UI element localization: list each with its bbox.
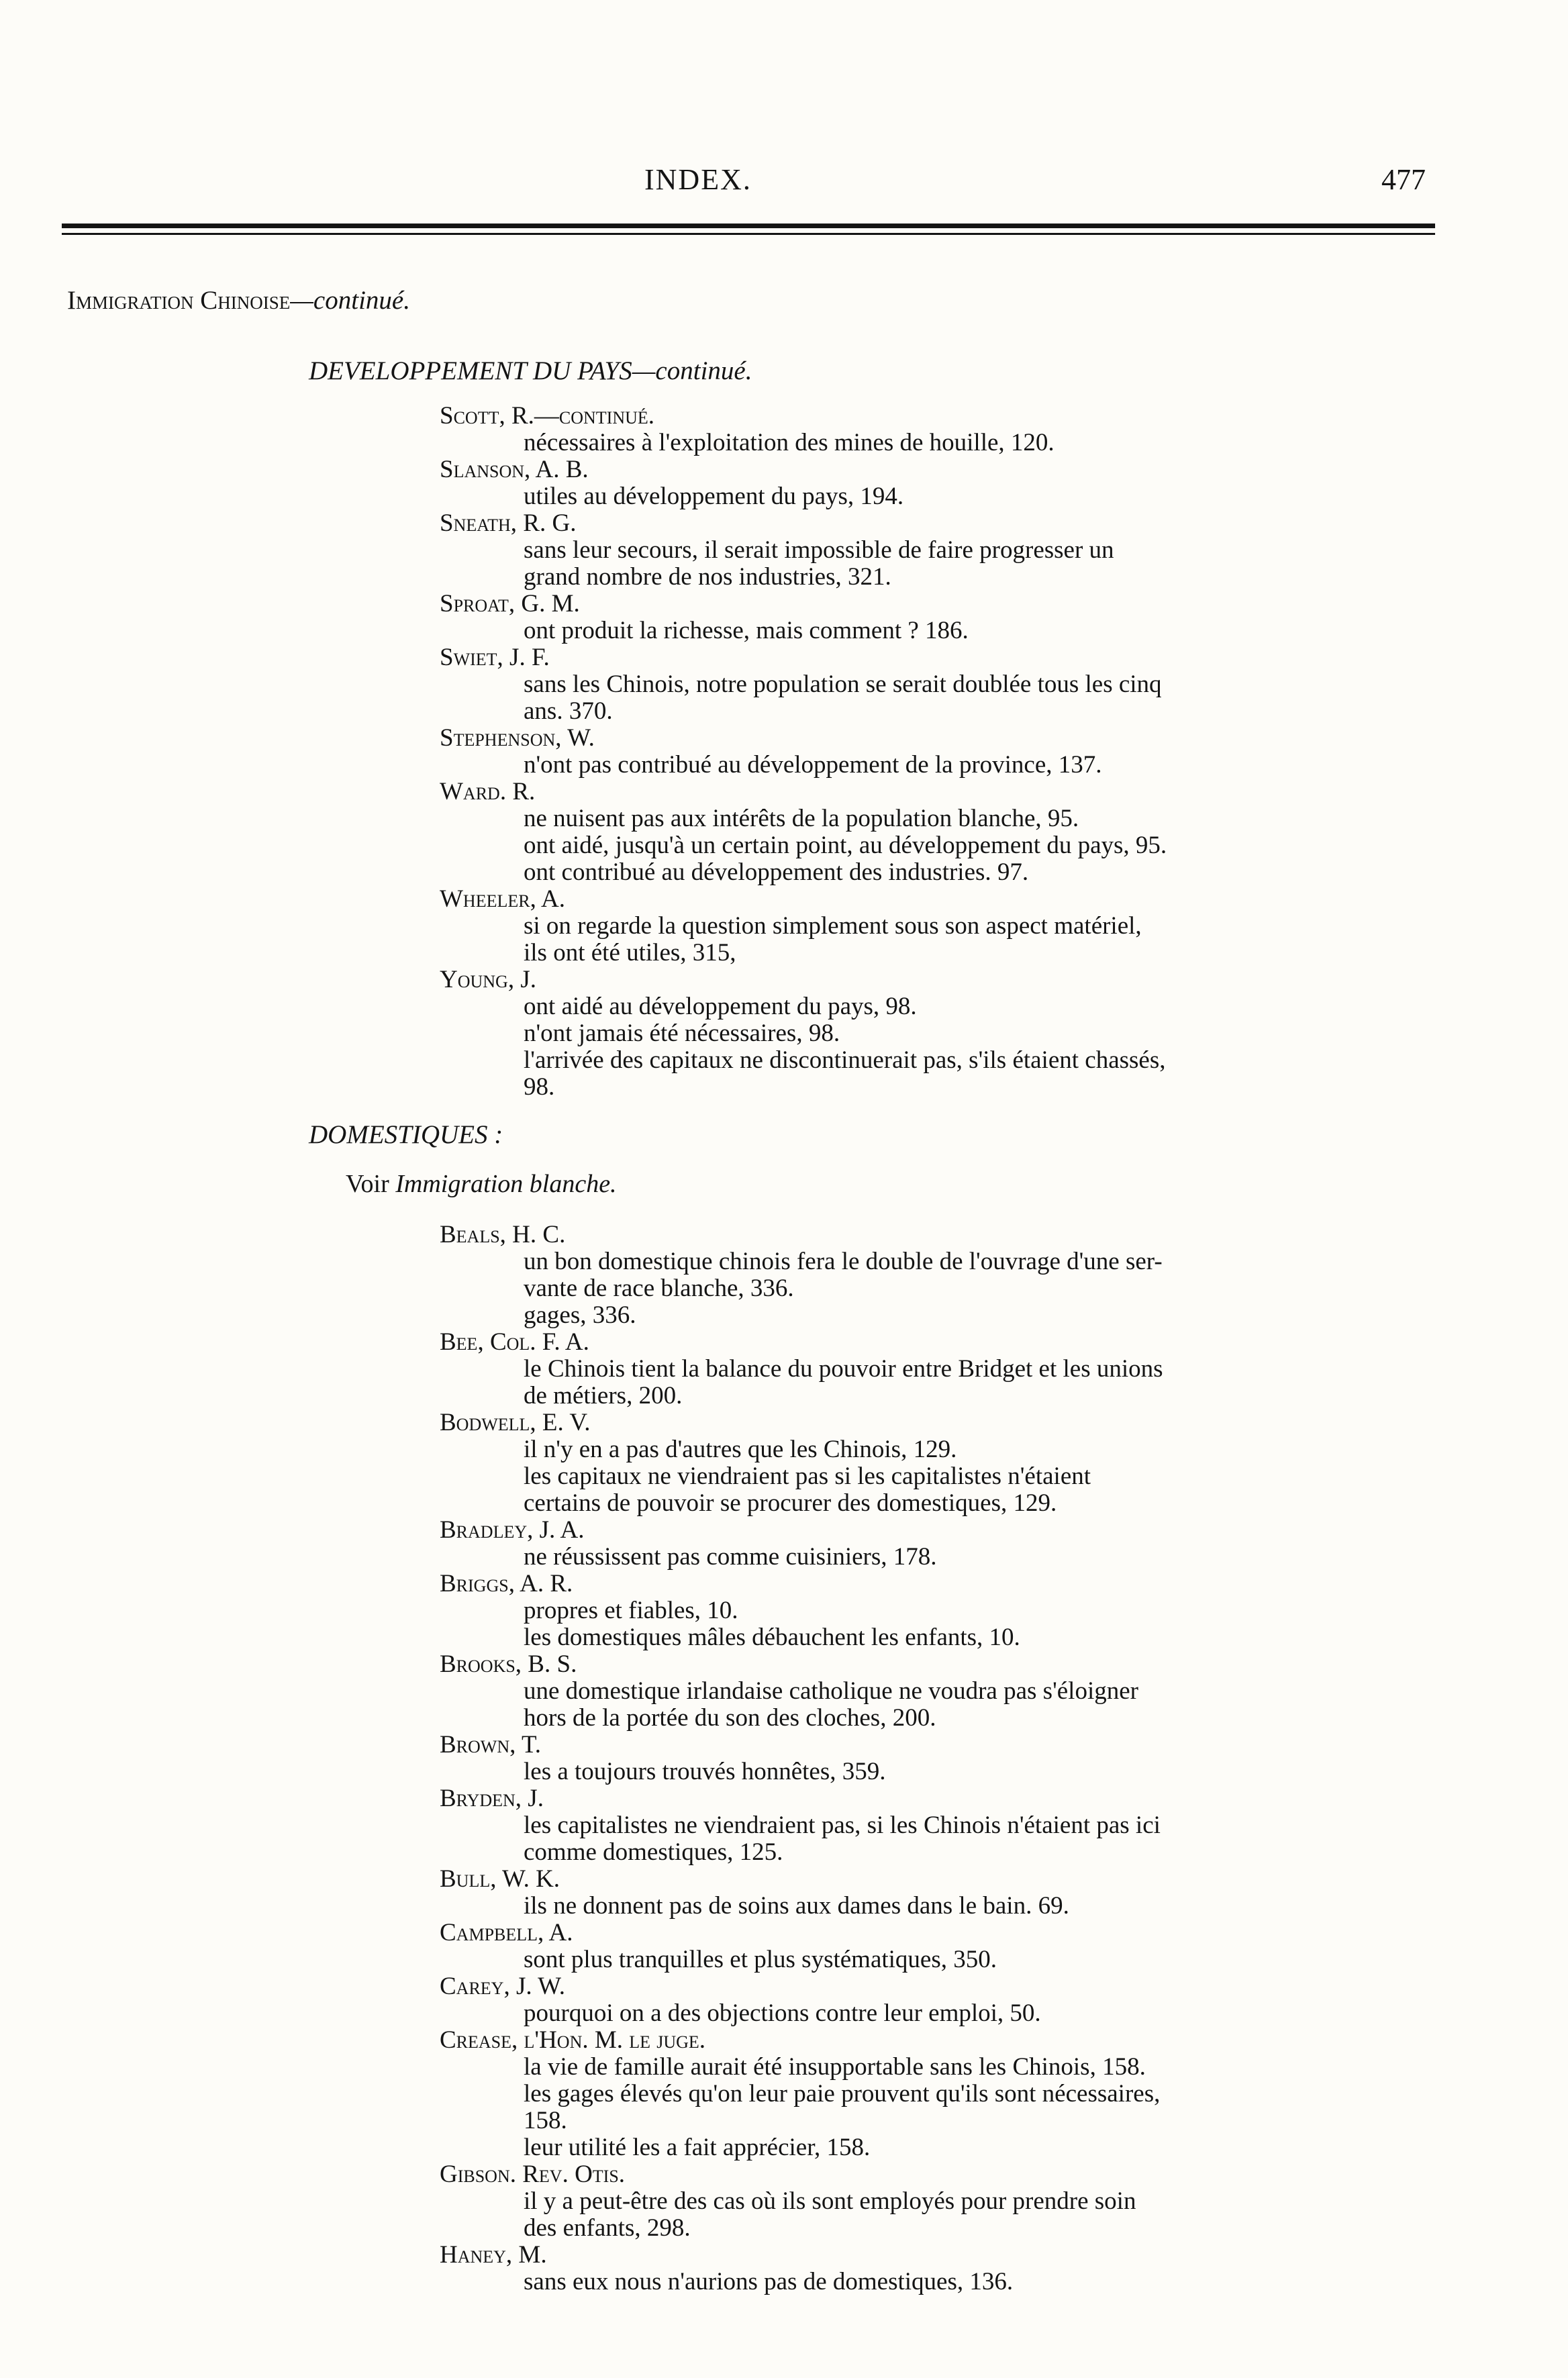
entry-name: Crease, l'Hon. M. le juge. xyxy=(440,2026,706,2054)
entry-line: ans. 370. xyxy=(524,697,613,725)
entry-name: Campbell, A. xyxy=(440,1919,573,1946)
index-entry xyxy=(440,1517,1433,1571)
entry-line: 98. xyxy=(524,1073,555,1101)
index-entry xyxy=(440,2161,1433,2242)
entry-line: les capitalistes ne viendraient pas, si les Chinois n'étaient pas ici xyxy=(524,1812,1161,1839)
entry-line: l'arrivée des capitaux ne discontinuerait pas, s'ils étaient chassés, xyxy=(524,1046,1166,1074)
main-heading-continued: —continué. xyxy=(290,286,410,315)
entry-line: ils ne donnent pas de soins aux dames dans le bain. 69. xyxy=(524,1892,1069,1920)
entry-name: Bryden, J. xyxy=(440,1785,544,1812)
section-domestiques-entries xyxy=(440,1222,1433,2295)
entry-line: n'ont jamais été nécessaires, 98. xyxy=(524,1020,840,1047)
header-rule-thick xyxy=(62,224,1435,228)
entry-name: Brooks, B. S. xyxy=(440,1650,577,1678)
entry-line: les a toujours trouvés honnêtes, 359. xyxy=(524,1758,886,1785)
entry-line: ont aidé au développement du pays, 98. xyxy=(524,993,917,1020)
entry-line: comme domestiques, 125. xyxy=(524,1838,783,1866)
section-heading-text: DOMESTIQUES : xyxy=(309,1120,503,1149)
entry-line: hors de la portée du son des cloches, 200. xyxy=(524,1704,936,1732)
entry-line: utiles au développement du pays, 194. xyxy=(524,483,904,510)
index-entry xyxy=(440,1973,1433,2027)
entry-name: Bodwell, E. V. xyxy=(440,1409,591,1436)
entry-line: ne réussissent pas comme cuisiniers, 178. xyxy=(524,1543,937,1571)
entry-line: ont contribué au développement des industries. 97. xyxy=(524,858,1029,886)
see-also-target: Immigration blanche. xyxy=(395,1170,617,1198)
entry-line: sans leur secours, il serait impossible de faire progresser un xyxy=(524,536,1114,564)
section-developpement-entries xyxy=(440,403,1433,1101)
index-entry xyxy=(440,1920,1433,1973)
index-entry xyxy=(440,456,1433,510)
entry-name: Young, J. xyxy=(440,966,536,993)
entry-name: Bradley, J. A. xyxy=(440,1516,585,1544)
main-heading-word: Immigration Chinoise xyxy=(67,286,291,315)
index-entry xyxy=(440,2027,1433,2161)
header-rule-thin xyxy=(62,233,1435,235)
index-entry xyxy=(440,886,1433,967)
main-heading xyxy=(67,285,410,315)
entry-line: n'ont pas contribué au développement de la province, 137. xyxy=(524,751,1102,779)
entry-name: Swiet, J. F. xyxy=(440,644,550,671)
index-entry xyxy=(440,591,1433,644)
entry-name: Sproat, G. M. xyxy=(440,590,580,617)
entry-name: Bull, W. K. xyxy=(440,1865,560,1893)
section-heading-continued: —continué. xyxy=(632,356,752,385)
entry-line: le Chinois tient la balance du pouvoir entre Bridget et les unions xyxy=(524,1355,1163,1383)
entry-line: 158. xyxy=(524,2107,567,2134)
index-entry xyxy=(440,967,1433,1101)
index-entry xyxy=(440,725,1433,779)
entry-name: Gibson. Rev. Otis. xyxy=(440,2161,626,2188)
page-header xyxy=(0,162,1568,203)
entry-line: ont aidé, jusqu'à un certain point, au développement du pays, 95. xyxy=(524,832,1167,859)
entry-line: les capitaux ne viendraient pas si les capitalistes n'étaient xyxy=(524,1463,1091,1490)
index-entry xyxy=(440,1651,1433,1732)
entry-line: il n'y en a pas d'autres que les Chinois, 129. xyxy=(524,1436,957,1463)
entry-line: sont plus tranquilles et plus systématiques, 350. xyxy=(524,1946,997,1973)
entry-name: Haney, M. xyxy=(440,2241,547,2269)
index-entry xyxy=(440,644,1433,725)
index-entry xyxy=(440,1571,1433,1651)
entry-line: une domestique irlandaise catholique ne voudra pas s'éloigner xyxy=(524,1677,1138,1705)
entry-line: ne nuisent pas aux intérêts de la population blanche, 95. xyxy=(524,805,1079,832)
entry-line: il y a peut-être des cas où ils sont employés pour prendre soin xyxy=(524,2187,1136,2215)
index-entry xyxy=(440,2242,1433,2295)
entry-line: des enfants, 298. xyxy=(524,2214,691,2242)
entry-name: Wheeler, A. xyxy=(440,885,565,913)
section-heading-text: DEVELOPPEMENT DU PAYS xyxy=(309,356,632,385)
entry-name: Beals, H. C. xyxy=(440,1221,566,1248)
entry-line: sans eux nous n'aurions pas de domestiques, 136. xyxy=(524,2268,1014,2295)
index-entry xyxy=(440,1409,1433,1517)
entry-line: nécessaires à l'exploitation des mines de houille, 120. xyxy=(524,429,1055,456)
entry-line: ont produit la richesse, mais comment ? 186. xyxy=(524,617,969,644)
entry-name: Bee, Col. F. A. xyxy=(440,1328,589,1356)
entry-name: Brown, T. xyxy=(440,1731,542,1758)
entry-line: gages, 336. xyxy=(524,1301,636,1329)
section-heading-developpement xyxy=(309,356,752,386)
entry-name: Briggs, A. R. xyxy=(440,1570,573,1597)
see-also-reference xyxy=(346,1169,617,1199)
entry-name: Scott, R.—continué. xyxy=(440,402,655,430)
index-entry xyxy=(440,1222,1433,1329)
entry-name: Carey, J. W. xyxy=(440,1973,565,2000)
entry-line: sans les Chinois, notre population se serait doublée tous les cinq xyxy=(524,671,1162,698)
entry-line: leur utilité les a fait apprécier, 158. xyxy=(524,2134,871,2161)
entry-line: la vie de famille aurait été insupportable sans les Chinois, 158. xyxy=(524,2053,1146,2081)
entry-line: ils ont été utiles, 315, xyxy=(524,939,736,967)
entry-line: si on regarde la question simplement sous son aspect matériel, xyxy=(524,912,1142,940)
entry-line: grand nombre de nos industries, 321. xyxy=(524,563,891,591)
index-entry xyxy=(440,779,1433,886)
running-title: INDEX. xyxy=(644,163,752,196)
entry-line: pourquoi on a des objections contre leur emploi, 50. xyxy=(524,1999,1041,2027)
index-entry xyxy=(440,1785,1433,1866)
index-entry xyxy=(440,510,1433,591)
entry-line: les gages élevés qu'on leur paie prouvent qu'ils sont nécessaires, xyxy=(524,2080,1161,2108)
entry-line: propres et fiables, 10. xyxy=(524,1597,738,1624)
entry-name: Stephenson, W. xyxy=(440,724,595,752)
entry-line: certains de pouvoir se procurer des domestiques, 129. xyxy=(524,1489,1057,1517)
entry-line: les domestiques mâles débauchent les enfants, 10. xyxy=(524,1624,1020,1651)
entry-name: Slanson, A. B. xyxy=(440,456,589,483)
index-entry xyxy=(440,1866,1433,1920)
index-entry xyxy=(440,1329,1433,1409)
entry-line: vante de race blanche, 336. xyxy=(524,1275,794,1302)
entry-line: de métiers, 200. xyxy=(524,1382,683,1409)
index-entry xyxy=(440,403,1433,456)
entry-line: un bon domestique chinois fera le double de l'ouvrage d'une ser- xyxy=(524,1248,1163,1275)
entry-name: Ward. R. xyxy=(440,778,536,805)
section-heading-domestiques xyxy=(309,1120,503,1150)
index-entry xyxy=(440,1732,1433,1785)
see-also-prefix: Voir xyxy=(346,1170,389,1198)
page-number: 477 xyxy=(1381,163,1426,196)
entry-name: Sneath, R. G. xyxy=(440,509,577,537)
